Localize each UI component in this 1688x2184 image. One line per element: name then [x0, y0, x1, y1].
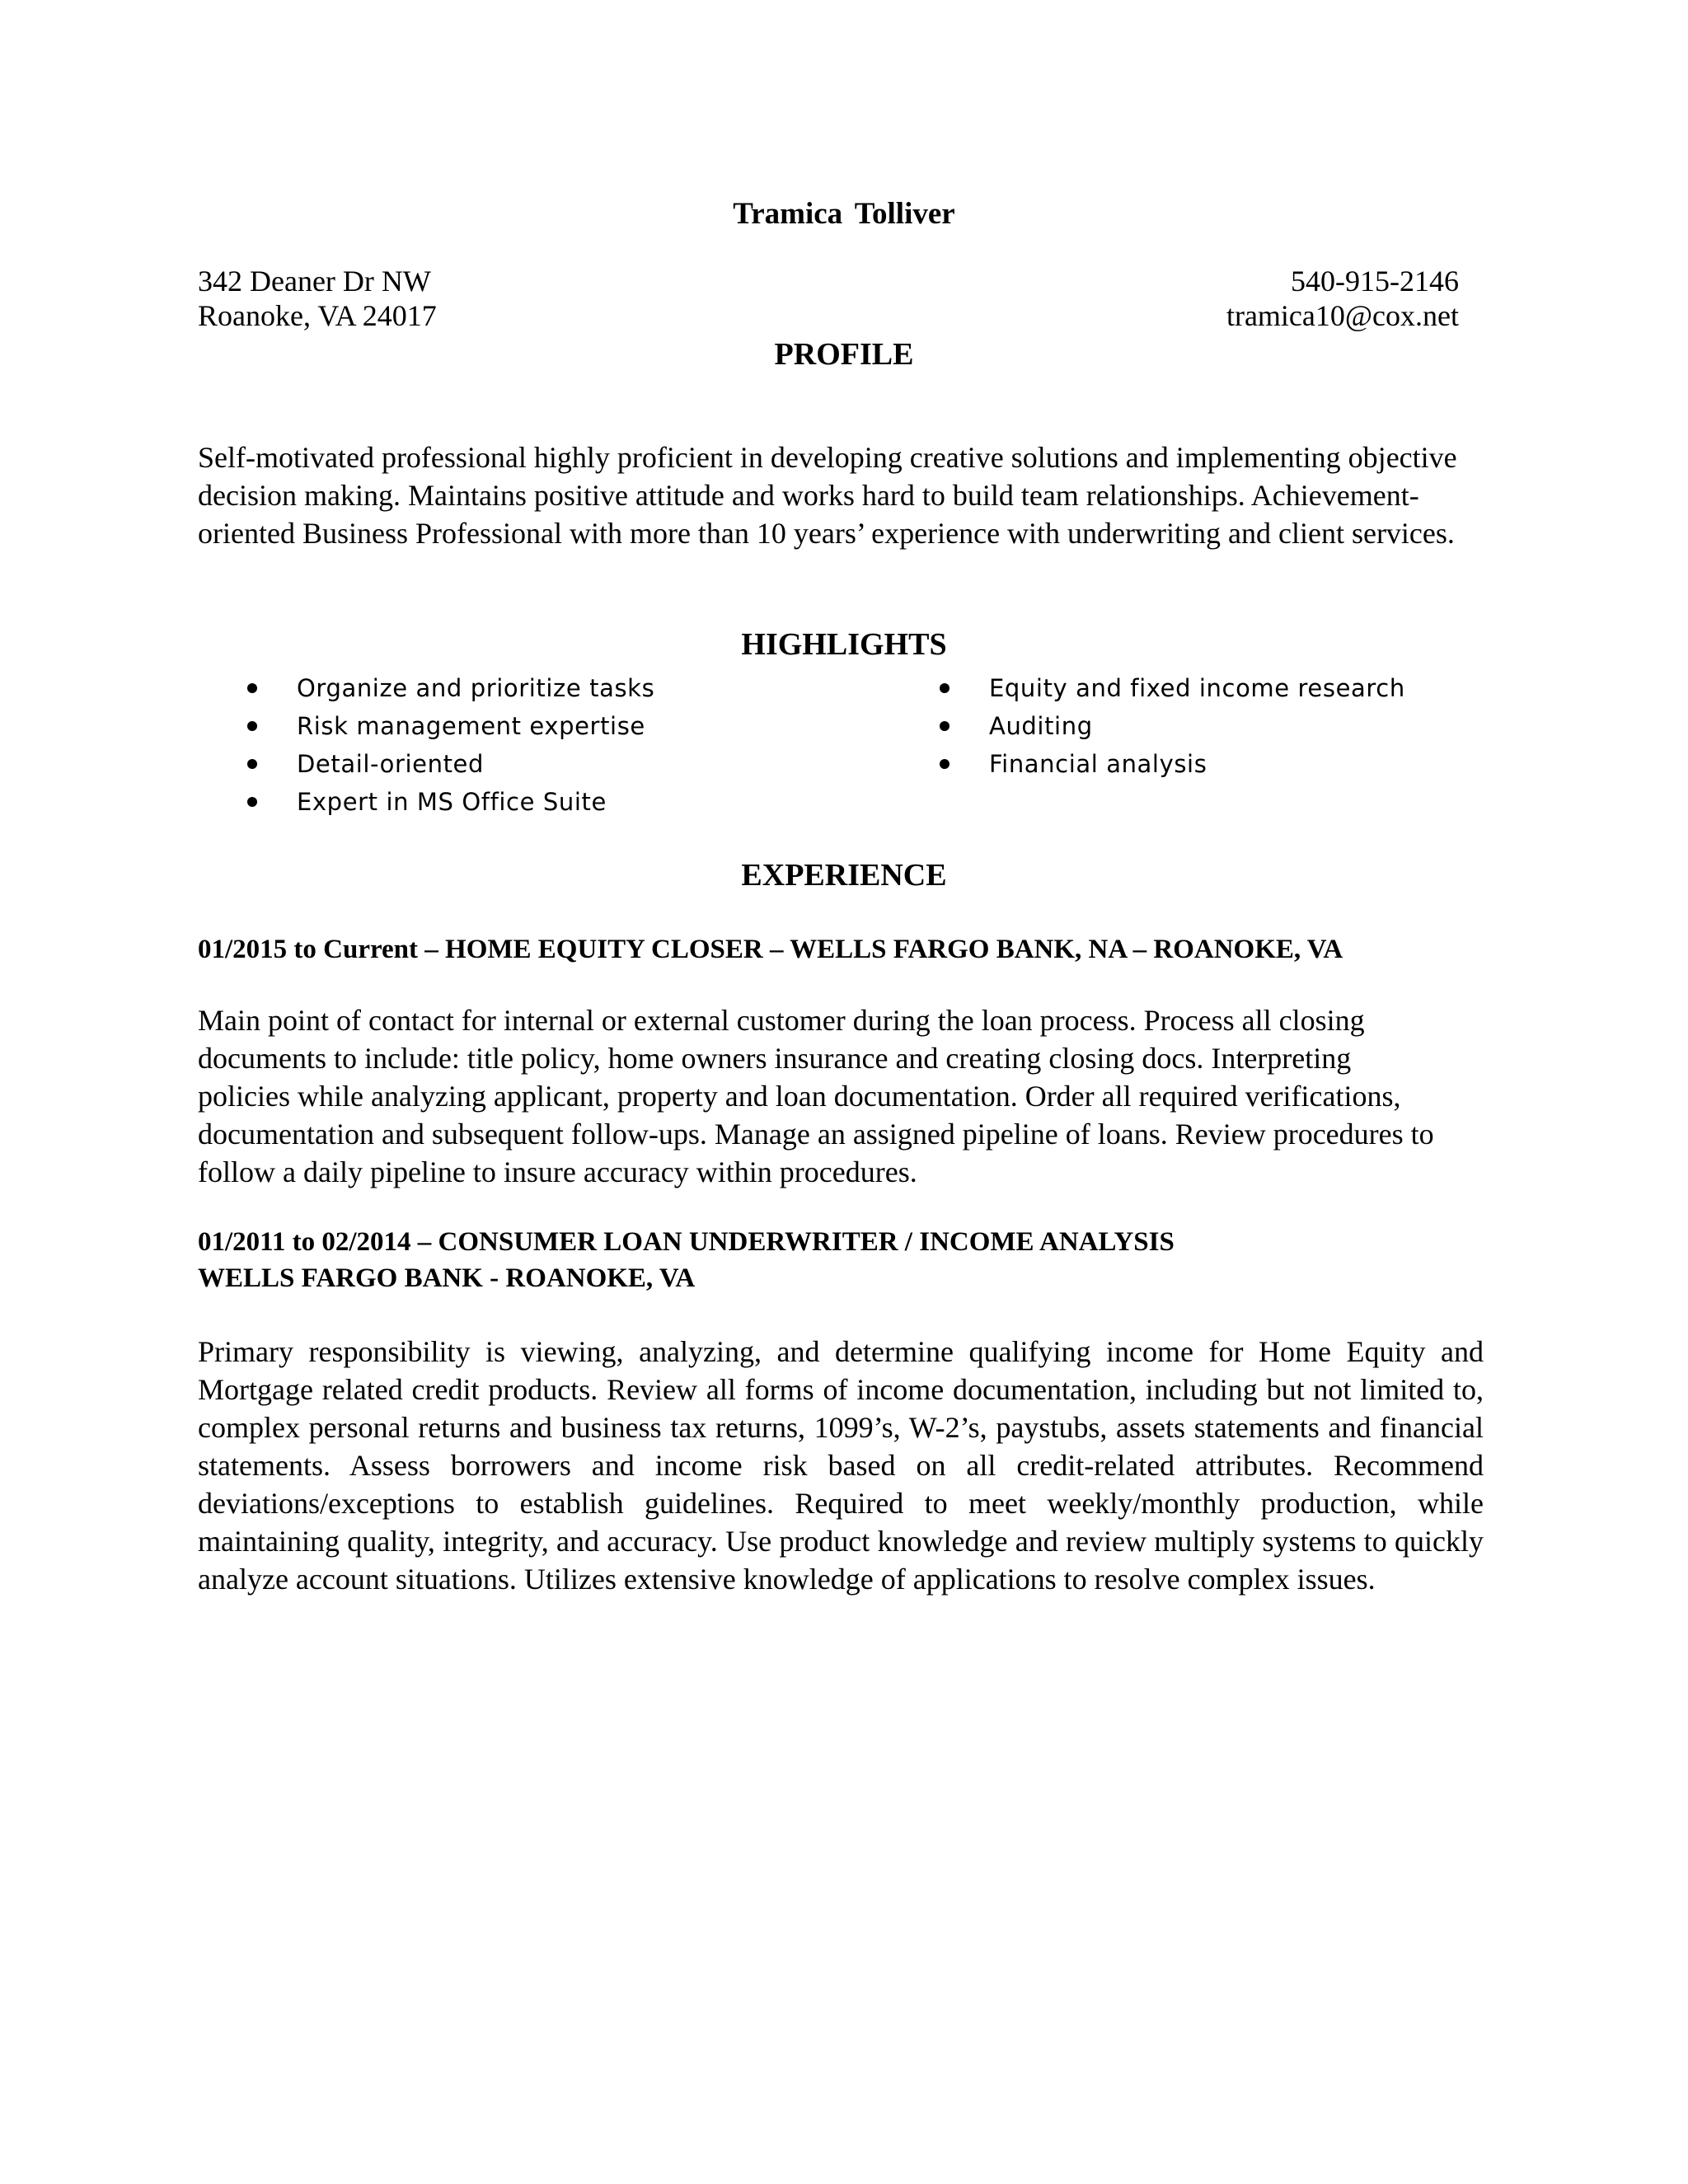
highlight-label: Expert in MS Office Suite — [297, 788, 607, 816]
profile-heading: PROFILE — [774, 337, 914, 372]
highlight-label: Risk management expertise — [297, 712, 645, 740]
list-item — [247, 669, 654, 707]
list-item — [940, 707, 1405, 745]
highlight-label: Detail-oriented — [297, 750, 484, 778]
bullet-icon — [247, 721, 257, 731]
list-item — [940, 745, 1405, 783]
list-item — [247, 707, 654, 745]
job-2-description: Primary responsibility is viewing, analyzing, and determine qualifying income for Home Equity and Mortgage related credit products. Review all forms of income documentation, including but not limited to, complex personal returns and business tax returns, 1099’s, W-2’s, paystubs, assets statements and financial statements. Assess borrowers and income risk based on all credit-related attributes. Recommend deviations/exceptions to establish guidelines. Required to meet weekly/monthly production, while maintaining quality, integrity, and accuracy. Use product knowledge and review multiply systems to quickly analyze account situations. Utilizes extensive knowledge of applications to resolve complex issues. — [198, 1335, 1484, 1596]
job-1-title: 01/2015 to Current – HOME EQUITY CLOSER – WELLS FARGO BANK, NA – ROANOKE, VA — [198, 935, 1343, 964]
highlight-label: Financial analysis — [989, 750, 1207, 778]
list-item — [247, 783, 654, 821]
bullet-icon — [247, 683, 257, 693]
highlight-label: Organize and prioritize tasks — [297, 674, 655, 702]
phone-number: 540-915-2146 — [1291, 265, 1459, 298]
bullet-icon — [247, 797, 257, 807]
profile-summary: Self-motivated professional highly proficient in developing creative solutions and implementing objective decision making. Maintains positive attitude and works hard to build team relationships. Achievement-oriented Business Professional with more than 10 years’ experience with underwriting and client services. — [198, 441, 1457, 550]
job-2-title: 01/2011 to 02/2014 – CONSUMER LOAN UNDERWRITER / INCOME ANALYSIS — [198, 1227, 1175, 1257]
address-line-1: 342 Deaner Dr NW — [198, 265, 431, 298]
experience-heading: EXPERIENCE — [741, 858, 947, 893]
bullet-icon — [247, 759, 257, 769]
list-item — [247, 745, 654, 783]
bullet-icon — [940, 759, 950, 769]
highlight-label: Auditing — [989, 712, 1093, 740]
highlights-heading: HIGHLIGHTS — [741, 627, 947, 662]
highlights-left-column — [247, 669, 654, 821]
highlight-label: Equity and fixed income research — [989, 674, 1405, 702]
candidate-name: Tramica Tolliver — [733, 197, 955, 231]
email-address: tramica10@cox.net — [1226, 299, 1459, 332]
bullet-icon — [940, 683, 950, 693]
list-item — [940, 669, 1405, 707]
job-1-description: Main point of contact for internal or external customer during the loan process. Process all closing documents to include: title policy, home owners insurance and creating closing docs. Interpreting policies while analyzing applicant, property and loan documentation. Order all required verifications, documentation and subsequent follow-ups. Manage an assigned pipeline of loans. Review procedures to follow a daily pipeline to insure accuracy within procedures. — [198, 1004, 1434, 1188]
highlights-right-column — [940, 669, 1405, 783]
address-line-2: Roanoke, VA 24017 — [198, 299, 437, 332]
job-2-employer: WELLS FARGO BANK - ROANOKE, VA — [198, 1263, 696, 1293]
bullet-icon — [940, 721, 950, 731]
